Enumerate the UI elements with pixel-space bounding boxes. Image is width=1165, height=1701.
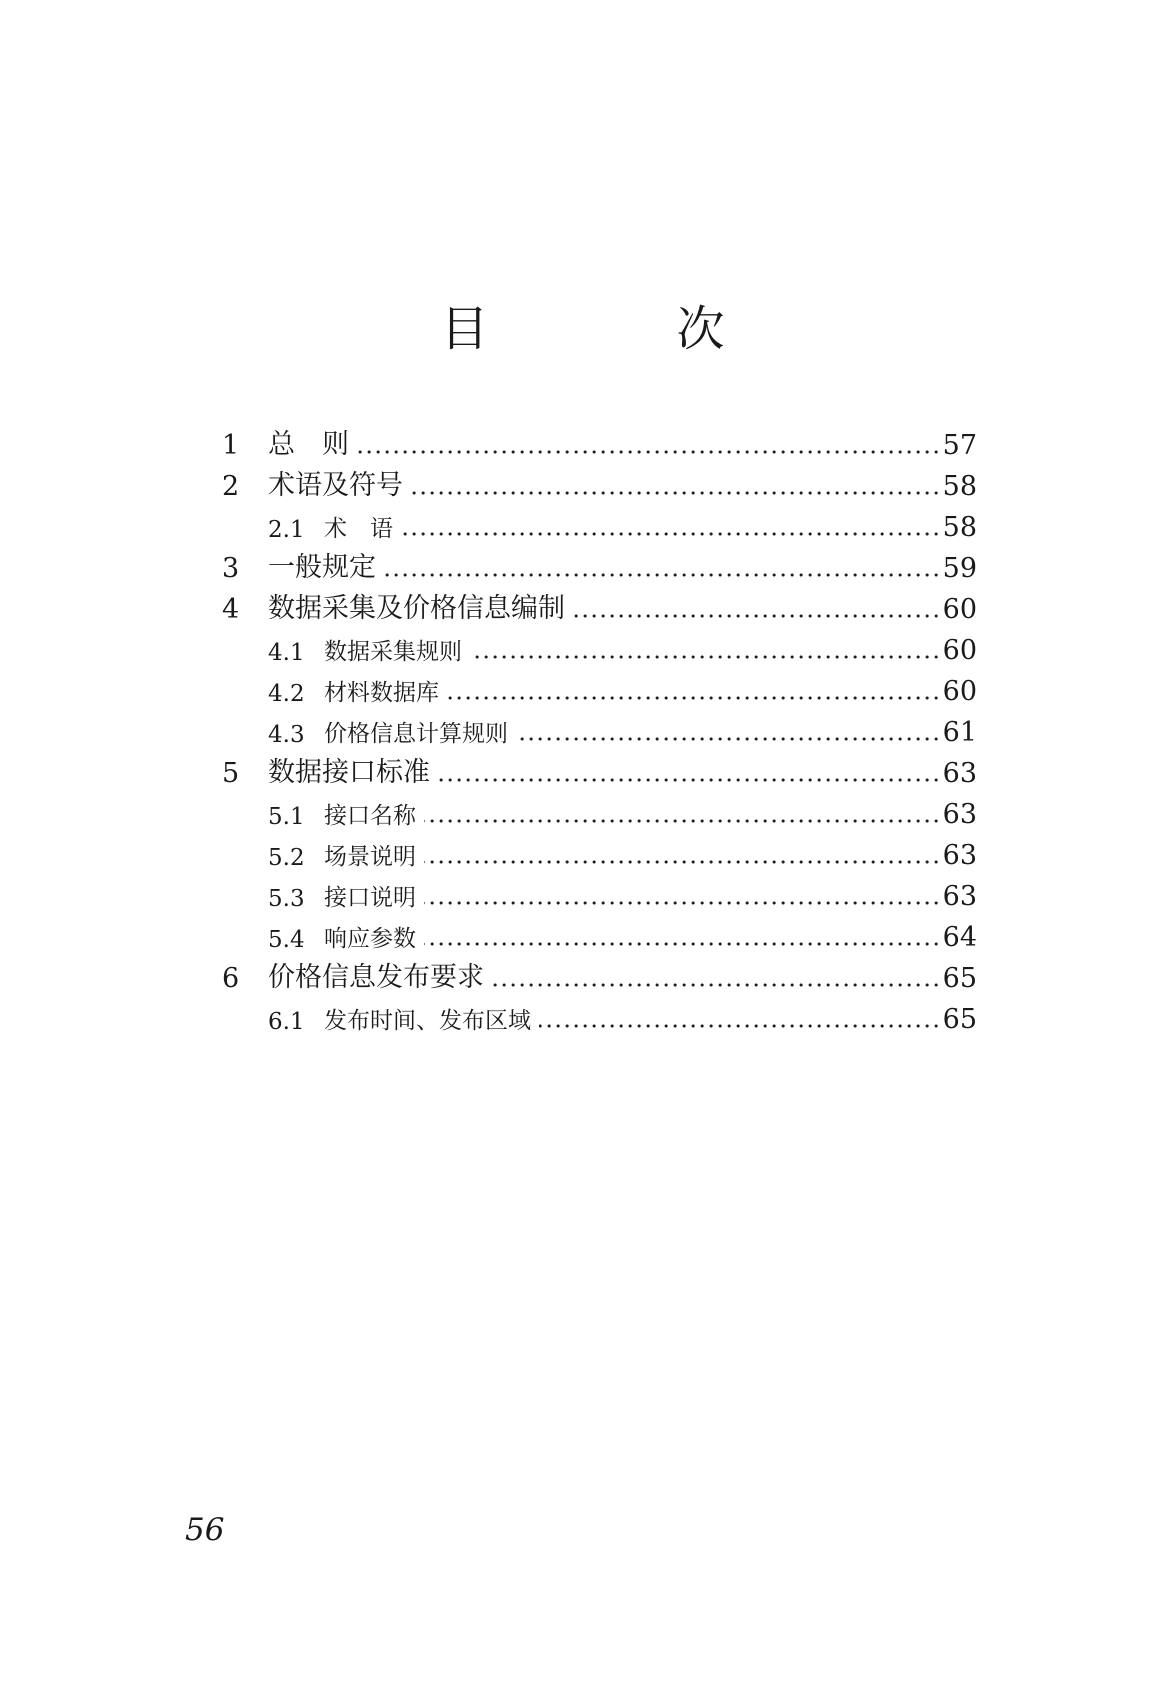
toc-entry-page: 60 <box>942 676 977 707</box>
toc-entry-number: 4.1 <box>268 640 305 666</box>
toc-entry[interactable] <box>222 630 977 666</box>
toc-entry-number: 5.4 <box>268 927 305 953</box>
toc-entry-number: 5.3 <box>268 886 305 912</box>
toc-leader-dots <box>424 901 941 905</box>
toc-entry[interactable] <box>222 466 977 502</box>
toc-entry[interactable] <box>222 507 977 543</box>
toc-entry-page: 63 <box>942 881 977 912</box>
toc-leader-dots <box>424 860 941 864</box>
toc-entry-label: 术 语 <box>324 516 393 542</box>
toc-entry-label: 数据采集规则 <box>324 639 462 665</box>
toc-entry-label: 一般规定 <box>268 552 376 583</box>
toc-entry[interactable] <box>222 794 977 830</box>
toc-entry-number: 5.1 <box>268 804 305 830</box>
toc-entry-page: 61 <box>942 717 977 748</box>
toc-entry-number: 6 <box>222 963 240 994</box>
toc-leader-dots <box>384 573 941 577</box>
toc-entry-label: 价格信息计算规则 <box>324 721 508 747</box>
toc-entry-number: 1 <box>222 430 240 461</box>
toc-entry-number: 2.1 <box>268 517 305 543</box>
toc-entry-label: 发布时间、发布区域 <box>324 1008 531 1034</box>
toc-entry-label: 响应参数 <box>324 926 416 952</box>
toc-entry[interactable] <box>222 425 977 461</box>
toc-entry-number: 3 <box>222 553 240 584</box>
page-title: 目 次 <box>440 301 795 357</box>
toc-entry[interactable] <box>222 835 977 871</box>
toc-entry-label: 接口名称 <box>324 803 416 829</box>
toc-entry-page: 63 <box>942 758 977 789</box>
toc-leader-dots <box>438 778 941 782</box>
toc-entry-number: 5 <box>222 758 240 789</box>
toc-entry-label: 数据采集及价格信息编制 <box>268 593 565 624</box>
toc-entry-label: 价格信息发布要求 <box>268 962 484 993</box>
toc-leader-dots <box>424 819 941 823</box>
toc-entry-page: 59 <box>942 553 977 584</box>
toc-leader-dots <box>424 942 941 946</box>
toc-entry[interactable] <box>222 917 977 953</box>
toc-entry-page: 63 <box>942 799 977 830</box>
toc-entry[interactable] <box>222 548 977 584</box>
toc-leader-dots <box>411 491 941 495</box>
toc-leader-dots <box>492 983 941 987</box>
toc-entry-number: 4.2 <box>268 681 305 707</box>
toc-entry-label: 数据接口标准 <box>268 757 430 788</box>
toc-leader-dots <box>470 655 941 659</box>
toc-entry-number: 5.2 <box>268 845 305 871</box>
toc-leader-dots <box>573 614 941 618</box>
toc-entry[interactable] <box>222 589 977 625</box>
toc-entry-label: 场景说明 <box>324 844 416 870</box>
toc-entry-number: 4 <box>222 594 240 625</box>
toc-entry-label: 接口说明 <box>324 885 416 911</box>
toc-entry-page: 65 <box>942 963 977 994</box>
toc-entry[interactable] <box>222 671 977 707</box>
toc-entry[interactable] <box>222 753 977 789</box>
toc-entry[interactable] <box>222 712 977 748</box>
toc-entry-page: 60 <box>942 594 977 625</box>
toc-entry-page: 57 <box>942 430 977 461</box>
toc-entry-page: 63 <box>942 840 977 871</box>
toc-entry-number: 6.1 <box>268 1009 305 1035</box>
toc-entry[interactable] <box>222 999 977 1035</box>
toc-entry-page: 65 <box>942 1004 977 1035</box>
page-number: 56 <box>185 1512 225 1548</box>
toc-entry-page: 58 <box>942 471 977 502</box>
toc-entry[interactable] <box>222 876 977 912</box>
toc-entry-label: 术语及符号 <box>268 470 403 501</box>
toc-entry-page: 60 <box>942 635 977 666</box>
toc-entry-label: 材料数据库 <box>324 680 439 706</box>
toc-entry[interactable] <box>222 958 977 994</box>
toc-leader-dots <box>357 450 941 454</box>
toc-leader-dots <box>516 737 941 741</box>
toc-entry-page: 58 <box>942 512 977 543</box>
toc-leader-dots <box>401 532 941 536</box>
toc-entry-number: 2 <box>222 471 240 502</box>
toc-entry-page: 64 <box>942 922 977 953</box>
toc-leader-dots <box>447 696 941 700</box>
toc-leader-dots <box>539 1024 941 1028</box>
toc-entry-label: 总 则 <box>268 429 349 460</box>
toc-entry-number: 4.3 <box>268 722 305 748</box>
